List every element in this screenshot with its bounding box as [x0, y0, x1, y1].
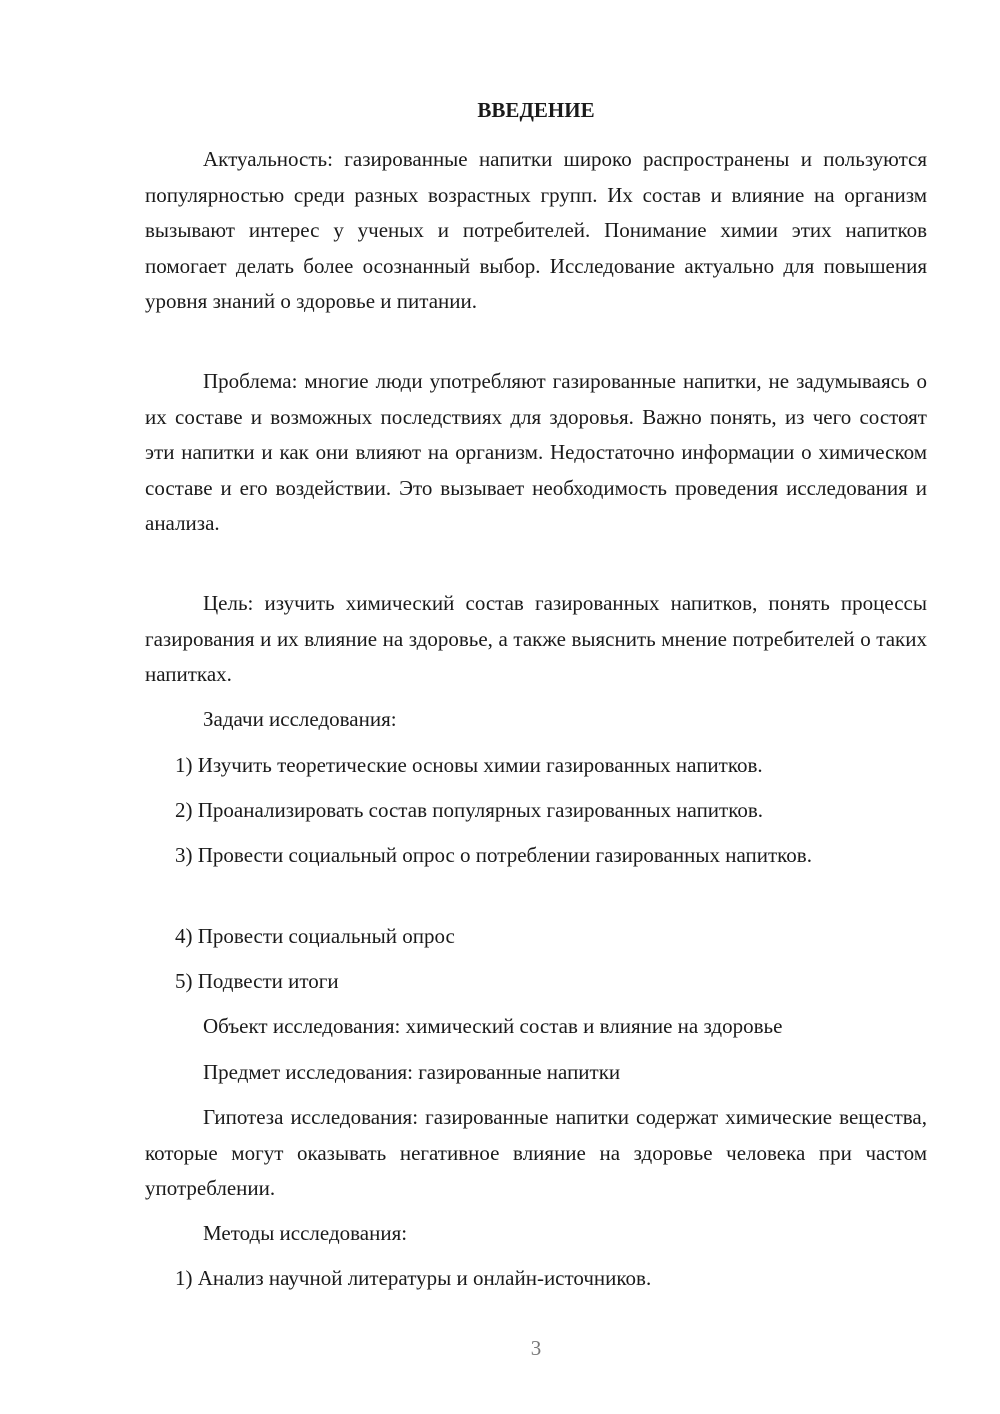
task-item-1: 1) Изучить теоретические основы химии газированных напитков. — [175, 753, 763, 777]
task-item-3: 3) Провести социальный опрос о потреблении газированных напитков. — [175, 843, 812, 867]
research-object: Объект исследования: химический состав и влияние на здоровье — [203, 1014, 783, 1038]
document-page — [145, 0, 927, 1414]
task-item-5: 5) Подвести итоги — [175, 969, 339, 993]
task-item-2: 2) Проанализировать состав популярных газированных напитков. — [175, 798, 764, 822]
tasks-heading: Задачи исследования: — [203, 707, 397, 731]
research-hypothesis: Гипотеза исследования: газированные напитки содержат химические вещества, которые могут оказывать негативное влияние на здоровье человека при частом употреблении. — [145, 1105, 927, 1200]
section-title: ВВЕДЕНИЕ — [477, 98, 595, 122]
paragraph-goal: Цель: изучить химический состав газированных напитков, понять процессы газирования и их влияние на здоровье, а также выяснить мнение потребителей о таких напитках. — [145, 591, 927, 686]
paragraph-problem: Проблема: многие люди употребляют газированные напитки, не задумываясь о их составе и возможных последствиях для здоровья. Важно понять, из чего состоят эти напитки и как они влияют на организм. Недостаточно информации о химическом составе и его воздействии. Это вызывает необходимость проведения исследования и анализа. — [145, 369, 927, 535]
paragraph-relevance: Актуальность: газированные напитки широко распространены и пользуются популярностью среди разных возрастных групп. Их состав и влияние на организм вызывают интерес у ученых и потребителей. Понимание химии этих напитков помогает делать более осознанный выбор. Исследование актуально для повышения уровня знаний о здоровье и питании. — [145, 147, 927, 313]
task-item-4: 4) Провести социальный опрос — [175, 924, 455, 948]
research-subject: Предмет исследования: газированные напитки — [203, 1060, 621, 1084]
method-item-1: 1) Анализ научной литературы и онлайн-источников. — [175, 1266, 652, 1290]
page-number: 3 — [530, 1336, 542, 1360]
methods-heading: Методы исследования: — [203, 1221, 408, 1245]
